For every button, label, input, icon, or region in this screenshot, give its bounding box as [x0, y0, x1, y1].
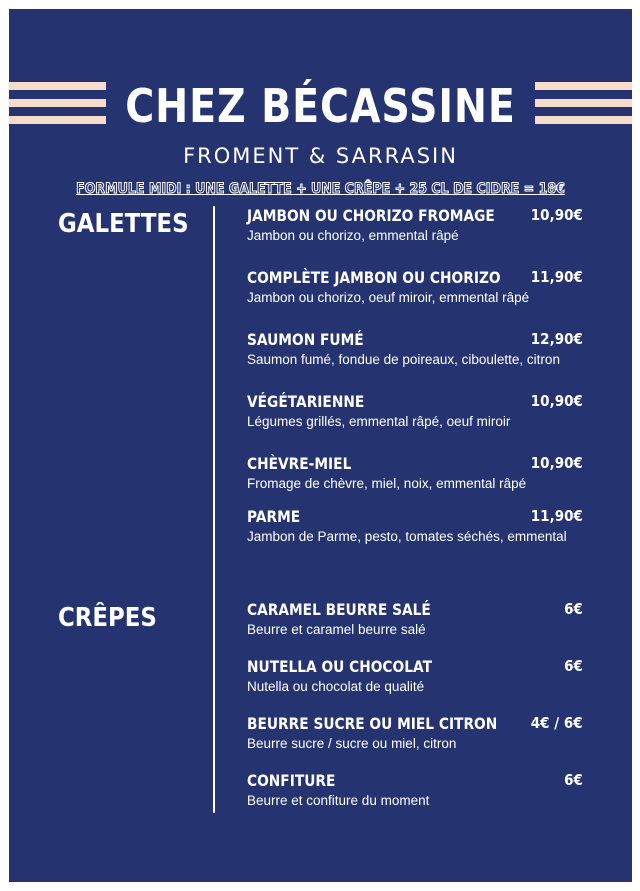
item-name: COMPLÈTE JAMBON OU CHORIZO: [247, 268, 501, 287]
menu-item: [247, 206, 587, 243]
menu-item: [247, 454, 587, 491]
item-name: VÉGÉTARIENNE: [247, 392, 365, 411]
item-description: Beurre sucre / sucre ou miel, citron: [247, 736, 457, 751]
item-price: 4€ / 6€: [531, 714, 583, 732]
menu-item: [247, 600, 587, 637]
item-price: 6€: [564, 600, 583, 618]
item-description: Jambon ou chorizo, oeuf miroir, emmental râpé: [247, 290, 530, 305]
menu-item: [247, 392, 587, 429]
item-price: 10,90€: [530, 392, 583, 410]
item-price: 6€: [564, 771, 583, 789]
item-price: 12,90€: [530, 330, 583, 348]
menu-item: [247, 771, 587, 808]
item-description: Jambon de Parme, pesto, tomates séchés, emmental: [247, 529, 567, 544]
item-name: JAMBON OU CHORIZO FROMAGE: [247, 206, 495, 225]
menu-item: [247, 714, 587, 751]
item-name: CARAMEL BEURRE SALÉ: [247, 600, 431, 619]
menu-item: [247, 507, 587, 544]
menu-item: [247, 330, 587, 367]
item-name: BEURRE SUCRE OU MIEL CITRON: [247, 714, 498, 733]
item-description: Fromage de chèvre, miel, noix, emmental râpé: [247, 476, 527, 491]
menu-item: [247, 657, 587, 694]
item-name: SAUMON FUMÉ: [247, 330, 364, 349]
item-name: CONFITURE: [247, 771, 336, 790]
item-price: 10,90€: [530, 454, 583, 472]
item-price: 10,90€: [530, 206, 583, 224]
restaurant-subtitle: FROMENT & SARRASIN: [183, 144, 458, 168]
lunch-formula: FORMULE MIDI : UNE GALETTE + UNE CRÊPE + 25 CL DE CIDRE = 18€: [76, 181, 565, 197]
vertical-divider: [213, 206, 215, 813]
item-price: 6€: [564, 657, 583, 675]
item-description: Saumon fumé, fondue de poireaux, ciboulette, citron: [247, 352, 560, 367]
menu-page: [9, 9, 632, 882]
item-description: Jambon ou chorizo, emmental râpé: [247, 228, 459, 243]
item-price: 11,90€: [530, 507, 583, 525]
item-description: Légumes grillés, emmental râpé, oeuf miroir: [247, 414, 511, 429]
item-name: CHÈVRE-MIEL: [247, 454, 352, 473]
item-description: Beurre et caramel beurre salé: [247, 622, 426, 637]
section-title-crepes: CRÊPES: [58, 603, 157, 633]
item-name: NUTELLA OU CHOCOLAT: [247, 657, 432, 676]
item-name: PARME: [247, 507, 301, 526]
menu-item: [247, 268, 587, 305]
item-description: Nutella ou chocolat de qualité: [247, 679, 425, 694]
item-price: 11,90€: [530, 268, 583, 286]
restaurant-title: CHEZ BÉCASSINE: [125, 79, 516, 133]
item-description: Beurre et confiture du moment: [247, 793, 430, 808]
section-title-galettes: GALETTES: [58, 209, 189, 239]
